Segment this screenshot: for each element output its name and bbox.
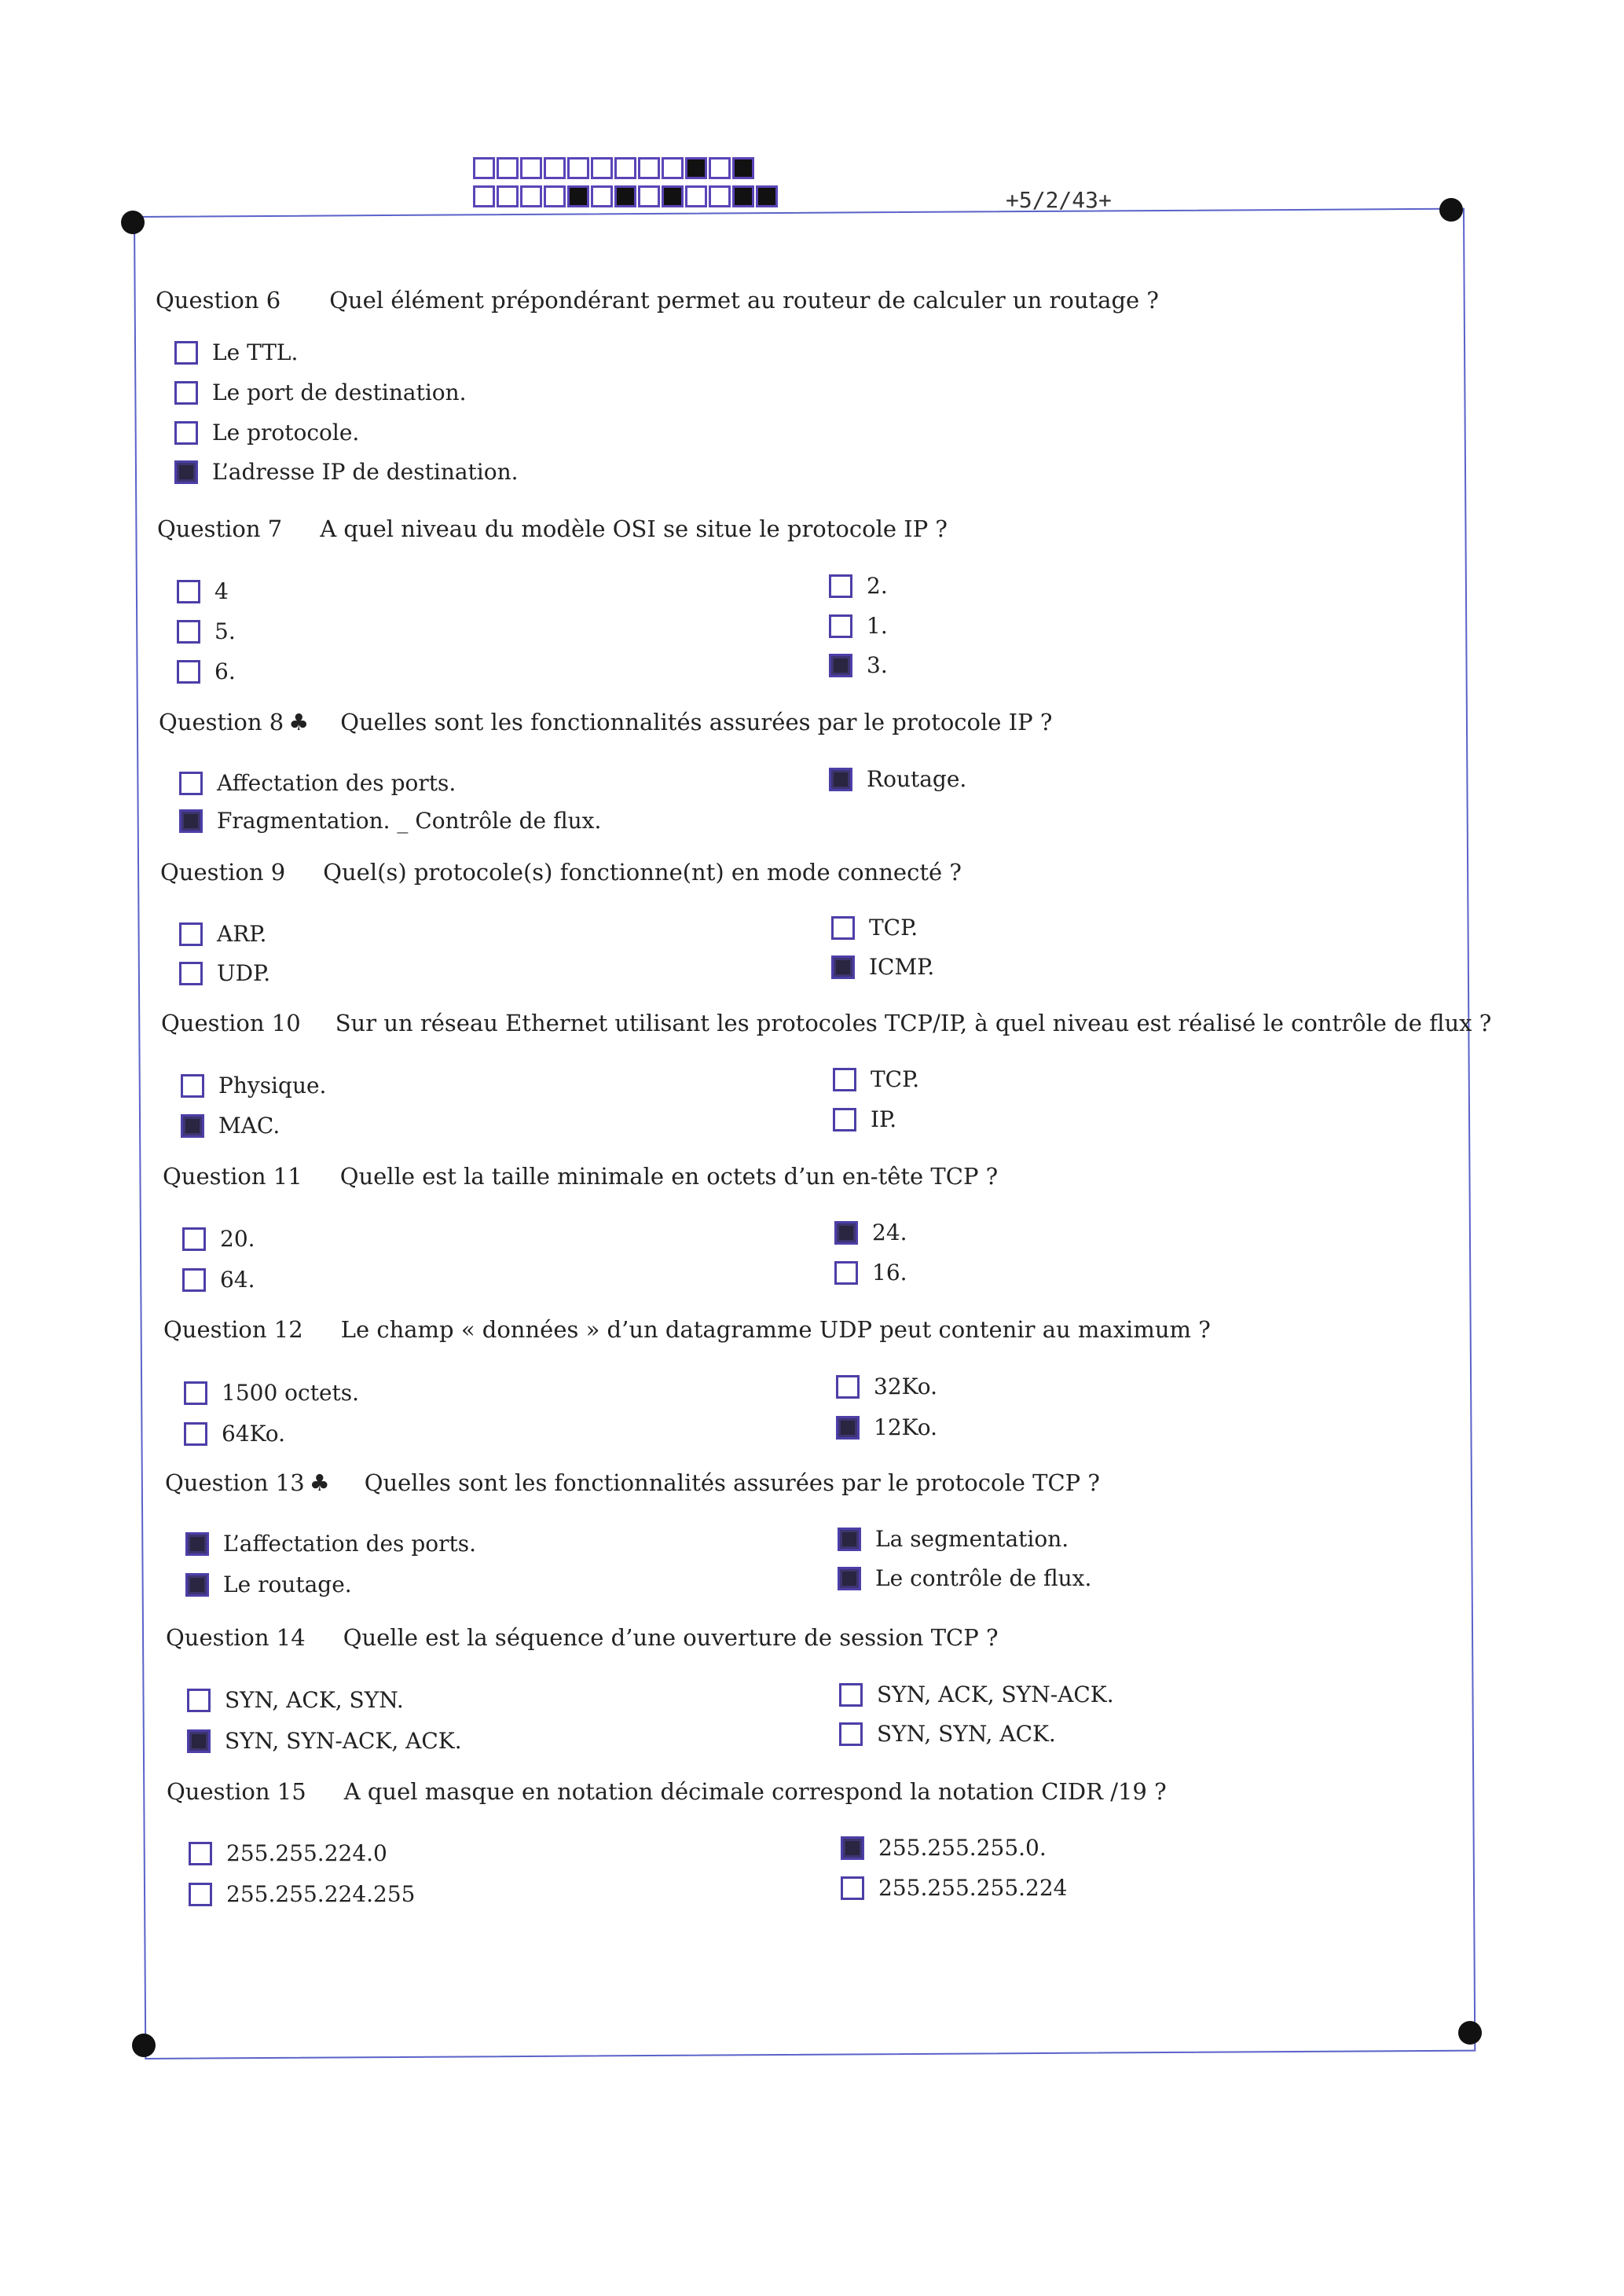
question-text: Quelle est la séquence d’une ouverture de session TCP ?	[343, 1624, 999, 1651]
answer-label: SYN, ACK, SYN-ACK.	[877, 1682, 1114, 1707]
answer-label: UDP.	[217, 960, 271, 986]
question-header	[156, 287, 1159, 314]
code-square	[473, 185, 495, 207]
checkbox[interactable]	[833, 1108, 856, 1131]
answer-label: Le contrôle de flux.	[875, 1565, 1092, 1591]
question-text: A quel masque en notation décimale correspond la notation CIDR /19 ?	[343, 1778, 1167, 1805]
binary-code-row-1	[473, 157, 754, 179]
checkbox[interactable]	[179, 922, 203, 946]
question-text: Le champ « données » d’un datagramme UDP peut contenir au maximum ?	[340, 1316, 1211, 1343]
answer-option[interactable]	[189, 1881, 415, 1907]
answer-label: 255.255.255.224	[878, 1875, 1068, 1901]
checked-checkbox[interactable]	[181, 1114, 204, 1138]
question-text: Quel(s) protocole(s) fonctionne(nt) en mode connecté ?	[323, 859, 962, 886]
answer-option[interactable]	[179, 770, 456, 796]
code-square	[662, 185, 684, 207]
answer-option[interactable]	[829, 652, 888, 678]
answer-label: TCP.	[871, 1066, 920, 1092]
answer-option[interactable]	[187, 1687, 404, 1713]
answer-label: IP.	[871, 1106, 897, 1132]
answer-label: 64Ko.	[222, 1421, 286, 1447]
answer-option[interactable]	[182, 1226, 255, 1252]
answer-label: SYN, SYN, ACK.	[877, 1721, 1056, 1747]
answer-option[interactable]	[836, 1374, 937, 1399]
answer-label: Le routage.	[223, 1572, 352, 1597]
question-text: Quelles sont les fonctionnalités assurées par le protocole IP ?	[340, 709, 1053, 735]
answer-option[interactable]	[833, 1066, 919, 1092]
answer-label: 3.	[867, 652, 888, 678]
checkbox[interactable]	[179, 962, 203, 985]
answer-option[interactable]	[181, 1073, 326, 1098]
checkbox[interactable]	[834, 1261, 858, 1285]
code-square	[709, 185, 731, 207]
checked-checkbox[interactable]	[829, 768, 852, 791]
code-square	[614, 185, 636, 207]
question-text: A quel niveau du modèle OSI se situe le protocole IP ?	[320, 515, 948, 542]
question-header	[163, 1163, 998, 1190]
code-square	[685, 185, 707, 207]
answer-label: 6.	[214, 658, 236, 684]
code-square	[732, 157, 754, 179]
answer-label: 32Ko.	[874, 1374, 938, 1399]
checkbox[interactable]	[839, 1683, 863, 1707]
answer-label: Routage.	[867, 766, 967, 792]
answer-option[interactable]	[829, 613, 888, 639]
club-icon: ♣	[288, 709, 310, 735]
checked-checkbox[interactable]	[179, 809, 203, 833]
answer-label: 16.	[872, 1260, 907, 1286]
code-square	[473, 157, 495, 179]
answer-option[interactable]	[829, 573, 888, 599]
code-square	[591, 185, 613, 207]
checkbox[interactable]	[841, 1876, 864, 1900]
corner-mark-top-left	[121, 211, 145, 234]
answer-label: La segmentation.	[875, 1526, 1069, 1552]
answer-label: ICMP.	[869, 954, 935, 980]
answer-label: Physique.	[218, 1073, 327, 1098]
corner-mark-top-right	[1439, 198, 1463, 222]
answer-option[interactable]	[833, 1106, 896, 1132]
answer-option[interactable]	[179, 808, 601, 834]
answer-option[interactable]	[834, 1220, 907, 1245]
answer-option[interactable]	[177, 618, 236, 644]
question-text: Quelle est la taille minimale en octets d’un en-tête TCP ?	[339, 1163, 999, 1190]
checkbox[interactable]	[187, 1689, 211, 1712]
question-number: Question 12	[163, 1316, 303, 1343]
code-square	[520, 157, 542, 179]
checkbox[interactable]	[189, 1883, 212, 1906]
answer-option[interactable]	[838, 1565, 1091, 1591]
question-header	[160, 859, 962, 886]
question-header	[166, 1624, 999, 1651]
checked-checkbox[interactable]	[841, 1836, 864, 1860]
checked-checkbox[interactable]	[831, 955, 855, 979]
answer-option[interactable]	[841, 1875, 1067, 1901]
answer-option[interactable]	[836, 1414, 937, 1440]
checkbox[interactable]	[177, 620, 200, 644]
checked-checkbox[interactable]	[174, 460, 198, 484]
answer-option[interactable]	[174, 459, 519, 485]
code-square	[497, 157, 519, 179]
question-header	[163, 1316, 1211, 1343]
question-number: Question 7	[157, 515, 283, 542]
checkbox[interactable]	[174, 381, 198, 405]
answer-label: 255.255.255.0.	[878, 1835, 1047, 1861]
code-square	[544, 185, 566, 207]
question-number: Question 14	[166, 1624, 306, 1651]
question-header	[165, 1469, 1100, 1496]
checkbox[interactable]	[839, 1722, 863, 1746]
question-text: Sur un réseau Ethernet utilisant les protocoles TCP/IP, à quel niveau est réalisé le contrôle de flux ?	[335, 1010, 1492, 1036]
answer-label: 255.255.224.0	[226, 1840, 387, 1866]
code-square	[685, 157, 707, 179]
checkbox[interactable]	[184, 1422, 207, 1446]
binary-code-row-2	[473, 185, 778, 207]
answer-option[interactable]	[179, 921, 266, 947]
answer-label: TCP.	[869, 915, 918, 941]
code-square	[567, 157, 589, 179]
answer-label: L’affectation des ports.	[223, 1531, 477, 1557]
question-number: Question 8 ♣	[159, 709, 310, 735]
answer-option[interactable]	[182, 1267, 255, 1293]
answer-label: 24.	[872, 1220, 907, 1245]
checkbox[interactable]	[179, 772, 203, 795]
answer-option[interactable]	[838, 1526, 1069, 1552]
answer-label: L’adresse IP de destination.	[212, 459, 519, 485]
corner-mark-bottom-right	[1458, 2021, 1482, 2045]
checkbox[interactable]	[177, 580, 200, 603]
checkbox[interactable]	[177, 660, 200, 684]
checkbox[interactable]	[189, 1842, 212, 1865]
answer-option[interactable]	[831, 915, 918, 941]
checked-checkbox[interactable]	[185, 1532, 209, 1556]
checkbox[interactable]	[829, 614, 852, 638]
code-square	[567, 185, 589, 207]
answer-option[interactable]	[839, 1721, 1056, 1747]
answer-option[interactable]	[174, 420, 359, 446]
question-text: Quel élément prépondérant permet au routeur de calculer un routage ?	[329, 287, 1159, 314]
answer-label: SYN, ACK, SYN.	[225, 1687, 404, 1713]
answer-option[interactable]	[181, 1113, 280, 1139]
checkbox[interactable]	[181, 1074, 204, 1098]
checked-checkbox[interactable]	[838, 1567, 861, 1590]
code-square	[614, 157, 636, 179]
checkbox[interactable]	[174, 421, 198, 445]
code-square	[591, 157, 613, 179]
answer-label: 5.	[214, 618, 236, 644]
question-number: Question 13 ♣	[165, 1469, 330, 1496]
answer-label: Affectation des ports.	[217, 770, 456, 796]
question-header	[167, 1778, 1167, 1805]
answer-label: 20.	[220, 1226, 255, 1252]
answer-label: 4	[214, 578, 229, 604]
answer-option[interactable]	[187, 1728, 462, 1754]
question-number: Question 9	[160, 859, 286, 886]
answer-option[interactable]	[839, 1682, 1114, 1707]
answer-label: SYN, SYN-ACK, ACK.	[225, 1728, 462, 1754]
answer-option[interactable]	[831, 954, 934, 980]
answer-option[interactable]	[177, 578, 229, 604]
question-number: Question 15	[167, 1778, 306, 1805]
question-header	[161, 1010, 1491, 1036]
answer-option[interactable]	[174, 380, 467, 405]
answer-option[interactable]	[841, 1835, 1047, 1861]
question-header	[157, 515, 948, 542]
answer-option[interactable]	[185, 1531, 476, 1557]
checked-checkbox[interactable]	[838, 1528, 861, 1551]
question-text: Quelles sont les fonctionnalités assurées par le protocole TCP ?	[364, 1469, 1100, 1496]
code-square	[732, 185, 754, 207]
answer-label: Le protocole.	[212, 420, 360, 446]
corner-mark-bottom-left	[132, 2034, 156, 2057]
checked-checkbox[interactable]	[834, 1221, 858, 1245]
answer-option[interactable]	[184, 1380, 359, 1406]
answer-label: 2.	[867, 573, 888, 599]
answer-label: Le port de destination.	[212, 380, 467, 405]
code-square	[520, 185, 542, 207]
answer-option[interactable]	[177, 658, 236, 684]
answer-label: 1.	[867, 613, 888, 639]
answer-label: 1500 octets.	[222, 1380, 360, 1406]
code-square	[497, 185, 519, 207]
checkbox[interactable]	[836, 1375, 860, 1399]
checkbox[interactable]	[182, 1268, 206, 1292]
page-id: +5/2/43+	[1006, 187, 1112, 213]
checkbox[interactable]	[833, 1068, 856, 1091]
checkbox[interactable]	[174, 341, 198, 365]
code-square	[544, 157, 566, 179]
question-header	[159, 709, 1052, 735]
code-square	[756, 185, 778, 207]
answer-option[interactable]	[834, 1260, 907, 1286]
question-number: Question 11	[163, 1163, 302, 1190]
checkbox[interactable]	[182, 1227, 206, 1251]
checked-checkbox[interactable]	[829, 654, 852, 677]
answer-label: 64.	[220, 1267, 255, 1293]
answer-label: 255.255.224.255	[226, 1881, 416, 1907]
checked-checkbox[interactable]	[187, 1729, 211, 1753]
checkbox[interactable]	[831, 916, 855, 940]
answer-label: Le TTL.	[212, 339, 299, 365]
club-icon: ♣	[309, 1469, 330, 1496]
checkbox[interactable]	[829, 574, 852, 598]
question-number: Question 10	[161, 1010, 301, 1036]
question-number: Question 6	[156, 287, 281, 314]
answer-option[interactable]	[174, 339, 298, 365]
code-square	[638, 185, 660, 207]
answer-option[interactable]	[189, 1840, 387, 1866]
code-square	[709, 157, 731, 179]
checked-checkbox[interactable]	[836, 1416, 860, 1440]
checkbox[interactable]	[184, 1381, 207, 1405]
answer-option[interactable]	[184, 1421, 285, 1447]
checked-checkbox[interactable]	[185, 1573, 209, 1597]
answer-option[interactable]	[185, 1572, 352, 1597]
code-square	[638, 157, 660, 179]
answer-option[interactable]	[829, 766, 966, 792]
answer-label: MAC.	[218, 1113, 280, 1139]
answer-label: Fragmentation. _ Contrôle de flux.	[217, 808, 602, 834]
answer-option[interactable]	[179, 960, 270, 986]
answer-label: ARP.	[217, 921, 267, 947]
code-square	[662, 157, 684, 179]
answer-label: 12Ko.	[874, 1414, 938, 1440]
